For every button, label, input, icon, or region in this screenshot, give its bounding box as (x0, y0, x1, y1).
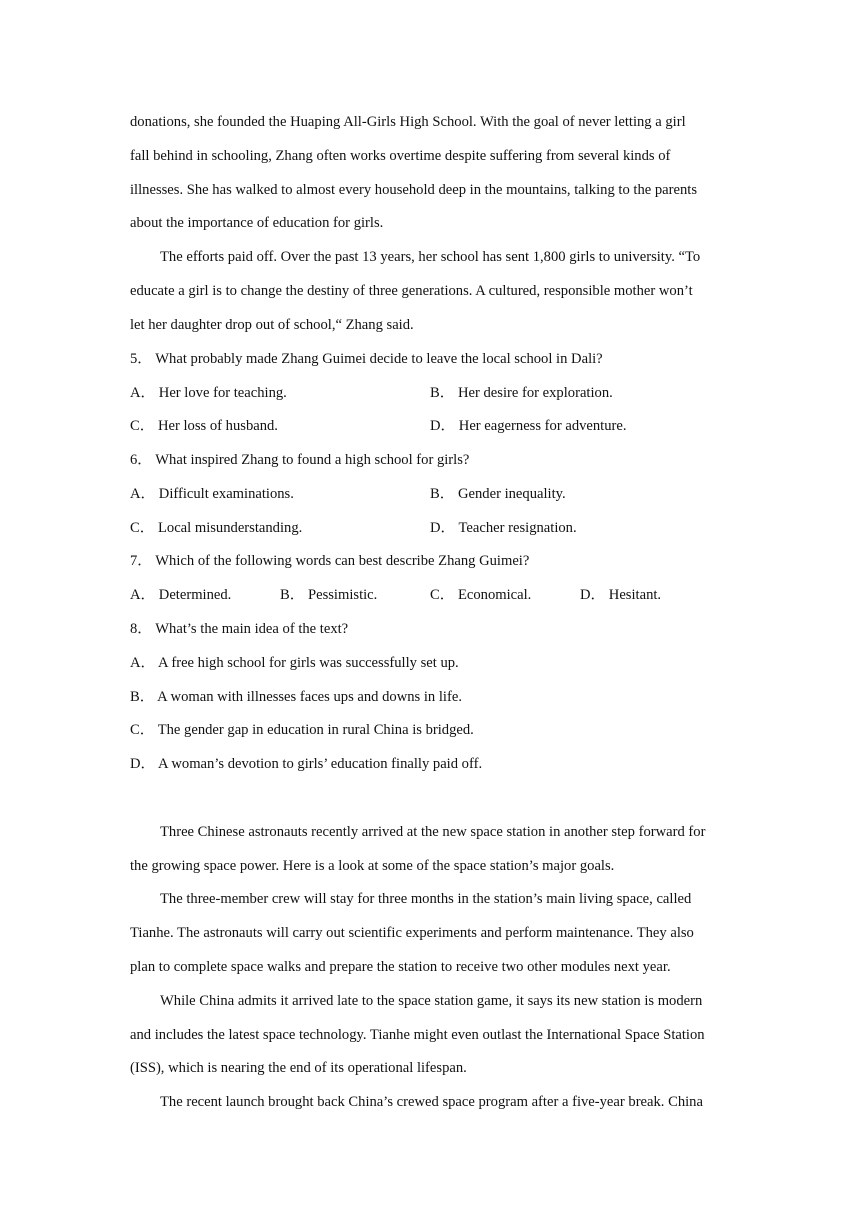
passage-c-line: about the importance of education for girls. (130, 215, 384, 231)
passage-d-paragraph-line: While China admits it arrived late to the space station game, it says its new station is modern (160, 993, 703, 1009)
question-5-option-c: C． Her loss of husband. (130, 418, 278, 434)
question-5-option-d: D． Her eagerness for adventure. (430, 418, 627, 434)
question-7-stem: 7． Which of the following words can best describe Zhang Guimei? (130, 553, 530, 569)
question-8-option-c: C． The gender gap in education in rural China is bridged. (130, 722, 474, 738)
question-6-option-d: D． Teacher resignation. (430, 520, 577, 536)
question-5-stem: 5． What probably made Zhang Guimei decide to leave the local school in Dali? (130, 351, 603, 367)
passage-d-paragraph-line: Tianhe. The astronauts will carry out scientific experiments and perform maintenance. They also (130, 925, 694, 941)
passage-c-line: illnesses. She has walked to almost every household deep in the mountains, talking to the parents (130, 182, 698, 198)
question-7-option-c: C． Economical. (430, 587, 532, 603)
question-7-option-d: D． Hesitant. (580, 587, 662, 603)
passage-c-line: fall behind in schooling, Zhang often works overtime despite suffering from several kinds of (130, 148, 671, 164)
question-5-option-b: B． Her desire for exploration. (430, 385, 613, 401)
passage-d-paragraph-line: The three-member crew will stay for three months in the station’s main living space, called (160, 891, 692, 907)
passage-c-paragraph-line: educate a girl is to change the destiny of three generations. A cultured, responsible mother won’t (130, 283, 693, 299)
question-7-option-a: A． Determined. (130, 587, 232, 603)
passage-d-paragraph-line: the growing space power. Here is a look at some of the space station’s major goals. (130, 858, 615, 874)
passage-d-paragraph-line: plan to complete space walks and prepare the station to receive two other modules next year. (130, 959, 671, 975)
passage-d-paragraph-line: The recent launch brought back China’s crewed space program after a five-year break. China (160, 1094, 703, 1110)
question-6-option-b: B． Gender inequality. (430, 486, 566, 502)
question-6-stem: 6． What inspired Zhang to found a high school for girls? (130, 452, 470, 468)
question-5-option-a: A． Her love for teaching. (130, 385, 287, 401)
question-6-option-c: C． Local misunderstanding. (130, 520, 303, 536)
question-7-option-b: B． Pessimistic. (280, 587, 378, 603)
passage-c-paragraph-line: The efforts paid off. Over the past 13 years, her school has sent 1,800 girls to university. “To (160, 249, 701, 265)
passage-d-paragraph-line: Three Chinese astronauts recently arrived at the new space station in another step forward for (160, 824, 706, 840)
passage-c-line: donations, she founded the Huaping All-Girls High School. With the goal of never letting a girl (130, 114, 686, 130)
question-8-option-a: A． A free high school for girls was successfully set up. (130, 655, 459, 671)
passage-d-paragraph-line: and includes the latest space technology. Tianhe might even outlast the International Space Station (130, 1027, 705, 1043)
question-6-option-a: A． Difficult examinations. (130, 486, 294, 502)
question-8-option-d: D． A woman’s devotion to girls’ education finally paid off. (130, 756, 483, 772)
passage-d-paragraph-line: (ISS), which is nearing the end of its operational lifespan. (130, 1060, 467, 1076)
question-8-option-b: B． A woman with illnesses faces ups and downs in life. (130, 689, 462, 705)
passage-c-paragraph-line: let her daughter drop out of school,“ Zhang said. (130, 317, 414, 333)
question-8-stem: 8． What’s the main idea of the text? (130, 621, 349, 637)
